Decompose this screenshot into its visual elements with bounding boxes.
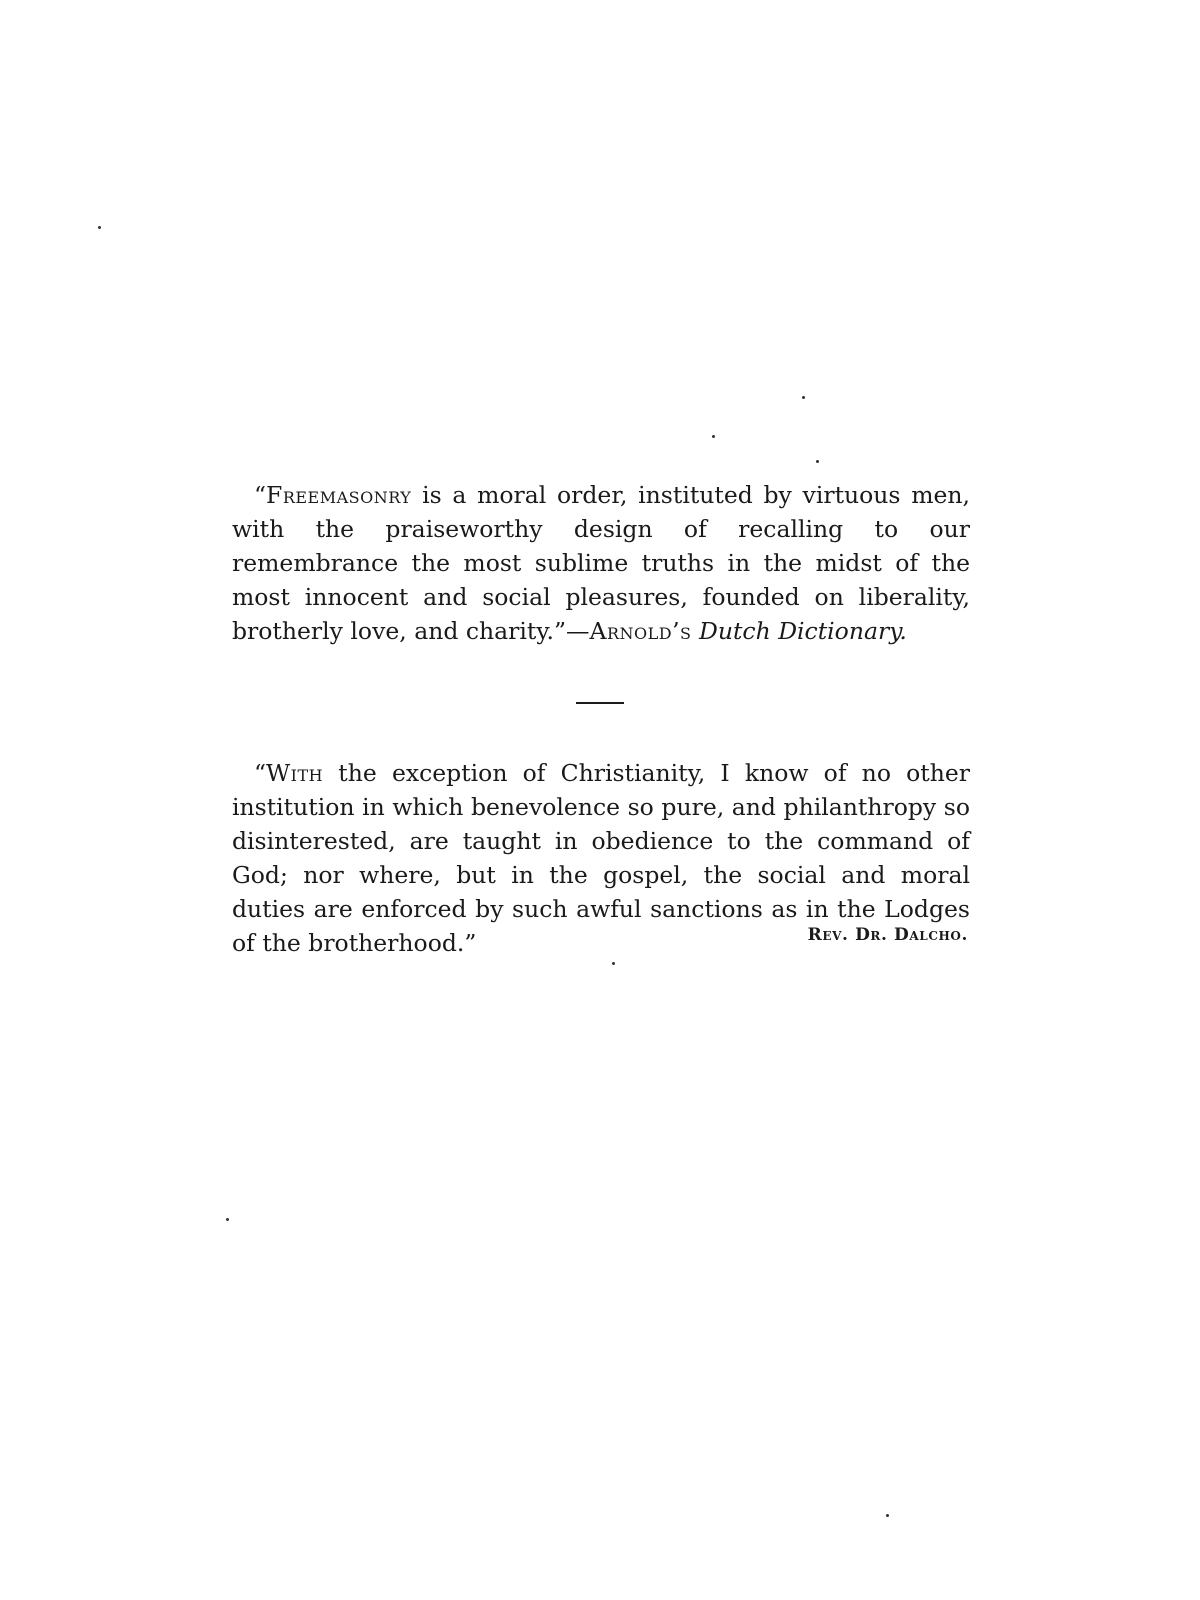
quote-source-work: Dutch Dictionary. xyxy=(699,617,907,645)
scan-speck xyxy=(612,962,615,965)
quote-freemasonry-definition xyxy=(232,478,970,648)
quote-lead-word: Freemasonry xyxy=(266,481,412,509)
quote-body-text: the exception of Christianity, I know of no other institution in which benevolence so pure, and philanthropy so disinterested, are taught in obedience to the command of God; nor where, but in the gospel, the social and moral duties are enforced by such awful sanctions as in the Lodges of the brotherhood.” xyxy=(232,759,970,957)
open-quote-mark: “ xyxy=(254,759,267,787)
section-divider-rule xyxy=(576,702,624,704)
scan-speck xyxy=(712,435,715,438)
scan-speck xyxy=(886,1514,889,1517)
quote-body-text: is a moral order, instituted by virtuous men, with the praiseworthy design of recalling to our remembrance the most sublime truths in the midst of the most innocent and social pleasures, founded on liberality, brotherly love, and charity.” xyxy=(232,481,970,645)
attribution-dash: — xyxy=(566,617,590,645)
scan-speck xyxy=(816,460,819,463)
quote-lead-word: With xyxy=(266,759,324,787)
quote-attribution: Rev. Dr. Dalcho. xyxy=(807,925,968,945)
quote-paragraph xyxy=(232,478,970,648)
quote-author: Arnold’s xyxy=(589,617,692,645)
scan-speck xyxy=(226,1218,229,1221)
scan-speck xyxy=(98,226,101,229)
open-quote-mark: “ xyxy=(254,481,267,509)
scan-speck xyxy=(802,396,805,399)
